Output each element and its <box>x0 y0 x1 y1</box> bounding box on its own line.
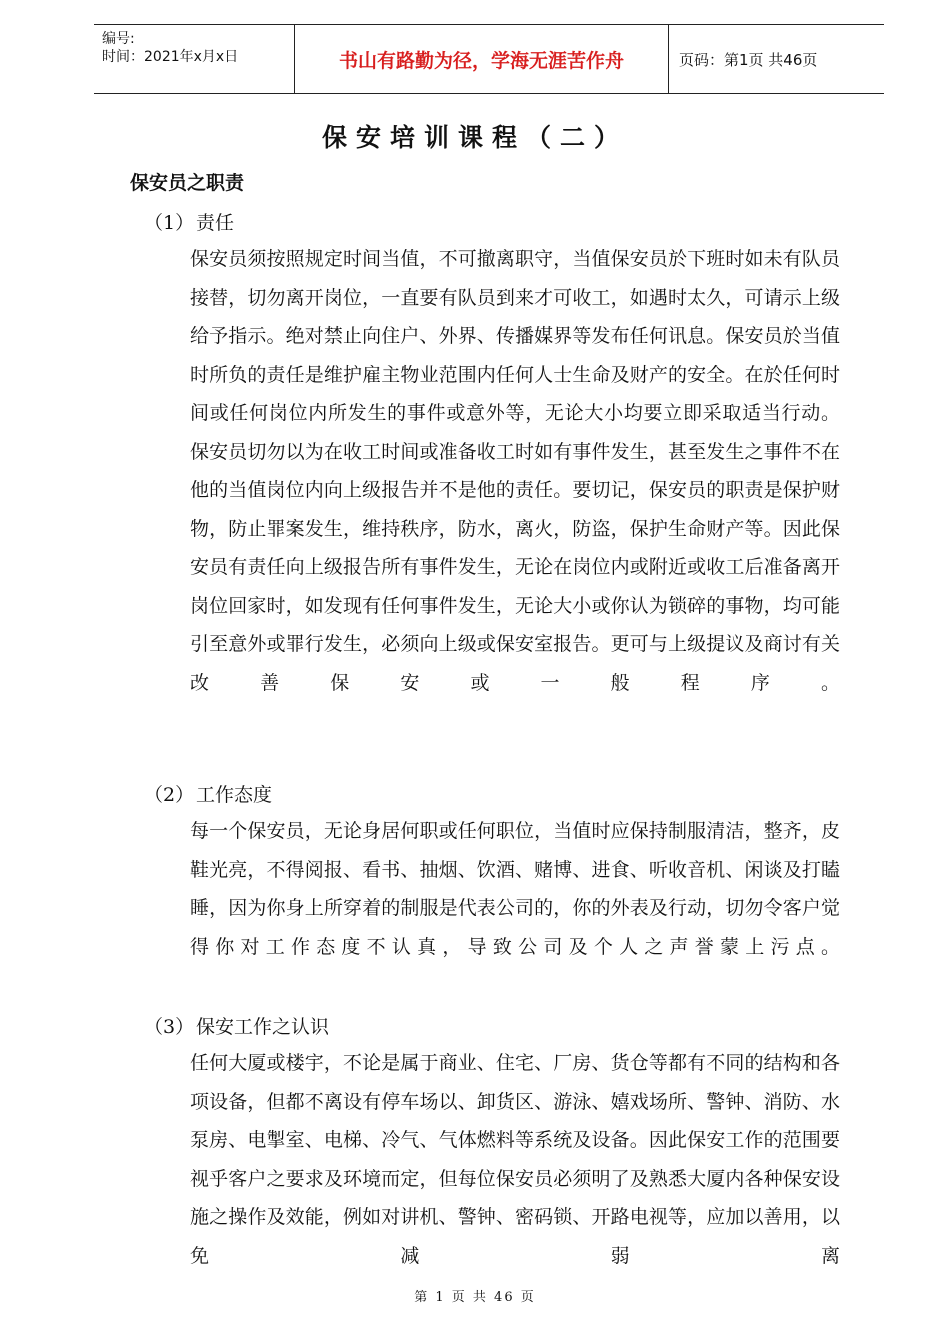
subsection-heading-3 <box>144 1012 329 1039</box>
document-title: 保安培训课程（二） <box>321 123 628 152</box>
header-meta <box>94 25 295 93</box>
page-footer: 第 1 页 共 46 页 <box>414 1290 536 1305</box>
header-page-number: 页码：第1页 共46页 <box>679 50 818 69</box>
subsection-heading-1 <box>144 208 234 235</box>
subsection-number: （3） <box>144 1016 195 1038</box>
subsection-label: 保安工作之认识 <box>196 1016 330 1038</box>
subsection-number: （1） <box>144 212 195 234</box>
paragraph: 保安员须按照规定时间当值，不可撤离职守，当值保安员於下班时如未有队员接替，切勿离开岗位，一直要有队员到来才可收工，如遇时太久，可请示上级给予指示。绝对禁止向住户、外界、传播媒界等发布任何讯息。保安员於当值时所负的责任是维护雇主物业范围内任何人士生命及财产的安全。在於任何时间或任何岗位内所发生的事件或意外等，无论大小均要立即采取适当行动。 <box>190 248 840 424</box>
paragraph: 任何大厦或楼宇，不论是属于商业、住宅、厂房、货仓等都有不同的结构和各项设备，但都不离设有停车场以、卸货区、游泳、嬉戏场所、警钟、消防、水泵房、电掣室、电梯、冷气、气体燃料等系统及设备。因此保安工作的范围要视乎客户之要求及环境而定，但每位保安员必须明了及熟悉大厦内各种保安设施之操作及效能，例如对讲机、警钟、密码锁、开路电视等，应加以善用，以免减弱离 <box>190 1052 840 1267</box>
section-title: 保安员之职责 <box>130 172 245 194</box>
date-label: 时间：2021年x月x日 <box>102 49 239 65</box>
doc-number-label: 编号: <box>102 31 135 47</box>
paragraph-block-3 <box>190 1044 840 1275</box>
page-header <box>94 24 884 94</box>
subsection-number: （2） <box>144 784 195 806</box>
subsection-heading-2 <box>144 780 272 807</box>
subsection-label: 责任 <box>196 212 235 234</box>
paragraph: 保安员切勿以为在收工时间或准备收工时如有事件发生，甚至发生之事件不在他的当值岗位内向上级报告并不是他的责任。要切记，保安员的职责是保护财物，防止罪案发生，维持秩序，防水，离火，防盗，保护生命财产等。因此保安员有责任向上级报告所有事件发生，无论在岗位内或附近或收工后准备离开岗位回家时，如发现有任何事件发生，无论大小或你认为锁碎的事物，均可能引至意外或罪行发生，必须向上级或保安室报告。更可与上级提议及商讨有关改善保安或一般程序。 <box>190 440 840 694</box>
paragraph-block-2 <box>190 812 840 966</box>
header-slogan: 书山有路勤为径，学海无涯苦作舟 <box>295 25 669 93</box>
subsection-label: 工作态度 <box>196 784 273 806</box>
paragraph: 每一个保安员，无论身居何职或任何职位，当值时应保持制服清洁，整齐，皮鞋光亮，不得阅报、看书、抽烟、饮酒、赌博、进食、听收音机、闲谈及打瞌睡，因为你身上所穿着的制服是代表公司的，你的外表及行动，切勿令客户觉得你对工作态度不认真，导致公司及个人之声誉蒙上污点。 <box>190 820 840 958</box>
paragraph-block-1 <box>190 240 840 702</box>
